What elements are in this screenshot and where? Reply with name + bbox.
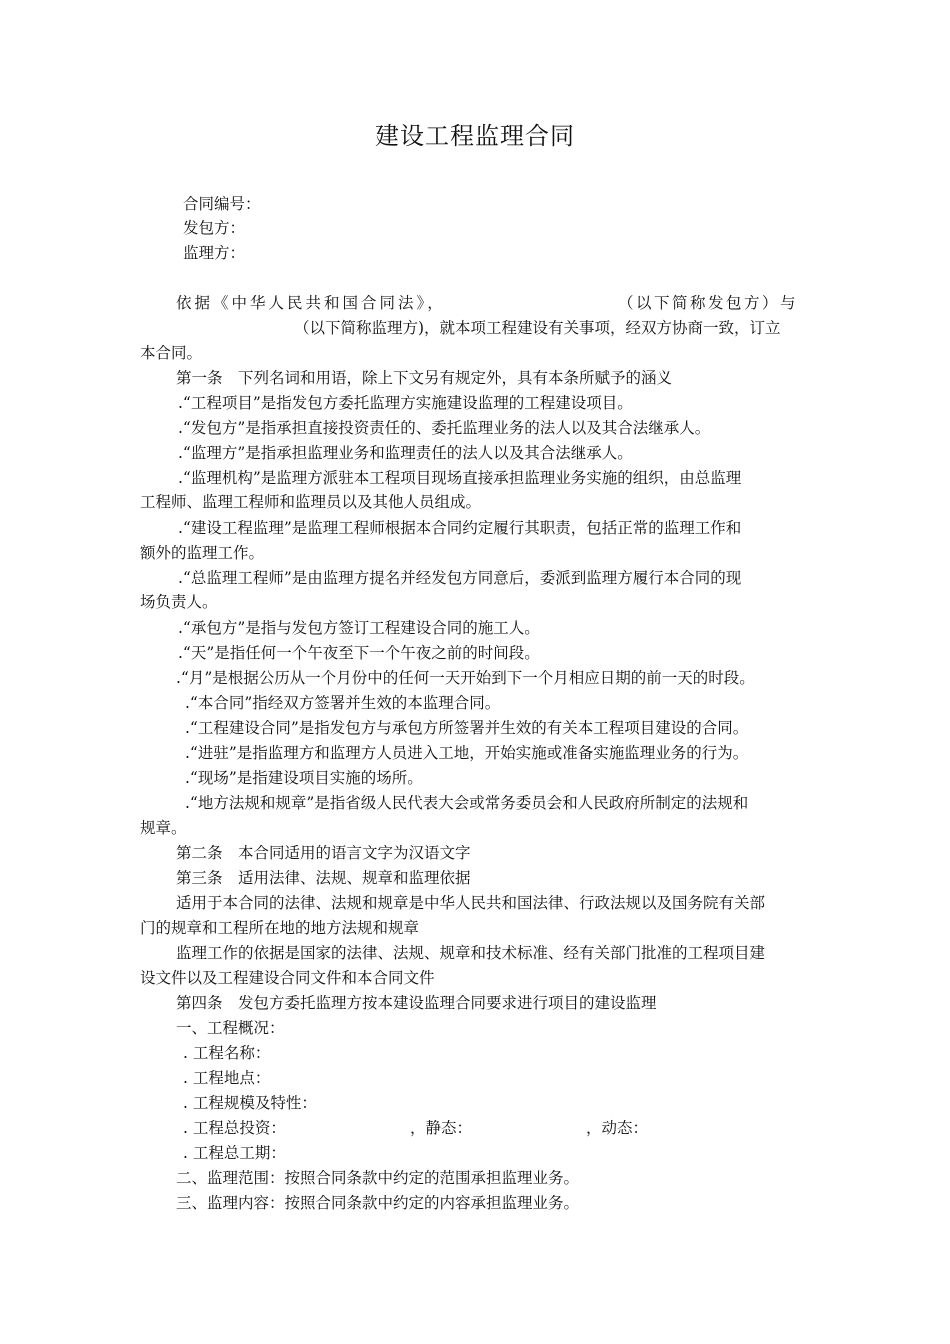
definition-supervision-agency-cont: 工程师、监理工程师和监理员以及其他人员组成。 bbox=[140, 493, 482, 511]
definition-month: .“月”是根据公历从一个月份中的任何一天开始到下一个月相应日期的前一天的时段。 bbox=[176, 669, 755, 687]
definition-local-regulations: .“地方法规和规章”是指省级人民代表大会或常务委员会和人民政府所制定的法规和 bbox=[185, 794, 749, 812]
definition-this-contract: .“本合同”指经双方签署并生效的本监理合同。 bbox=[185, 694, 501, 712]
intro-line3: 本合同。 bbox=[140, 344, 203, 362]
definition-employer: .“发包方”是指承担直接投资责任的、委托监理业务的法人以及其合法继承人。 bbox=[178, 419, 711, 437]
definition-supervisor: .“监理方”是指承担监理业务和监理责任的法人以及其合法继承人。 bbox=[178, 444, 633, 462]
total-duration-label: . 工程总工期： bbox=[183, 1144, 286, 1162]
definition-supervision-agency: .“监理机构”是监理方派驻本工程项目现场直接承担监理业务实施的组织，由总监理 bbox=[178, 469, 742, 487]
intro-line1-a: 依据《中华人民共和国合同法》， bbox=[176, 294, 446, 312]
definition-entry: .“进驻”是指监理方和监理方人员进入工地，开始实施或准备实施监理业务的行为。 bbox=[185, 744, 749, 762]
article1-heading: 第一条 下列名词和用语，除上下文另有规定外，具有本条所赋予的涵义 bbox=[176, 369, 673, 387]
static-investment-label: ，静态： bbox=[410, 1119, 473, 1137]
definition-local-regulations-cont: 规章。 bbox=[140, 819, 187, 837]
intro-line1-b: （以下简称发包方）与 bbox=[618, 294, 799, 312]
supervisor-label: 监理方： bbox=[183, 244, 246, 262]
project-scale-label: . 工程规模及特性： bbox=[183, 1094, 317, 1112]
article3-paragraph1-cont: 门的规章和工程所在地的地方法规和规章 bbox=[140, 919, 420, 937]
definition-contractor: .“承包方”是指与发包方签订工程建设合同的施工人。 bbox=[178, 619, 540, 637]
project-name-label: . 工程名称： bbox=[183, 1044, 271, 1062]
supervision-scope: 二、监理范围：按照合同条款中约定的范围承担监理业务。 bbox=[176, 1169, 580, 1187]
article3-paragraph2-cont: 设文件以及工程建设合同文件和本合同文件 bbox=[140, 969, 435, 987]
definition-chief-engineer-cont: 场负责人。 bbox=[140, 593, 218, 611]
definition-construction-supervision: .“建设工程监理”是监理工程师根据本合同约定履行其职责，包括正常的监理工作和 bbox=[178, 519, 742, 537]
intro-line2: （以下简称监理方)，就本项工程建设有关事项，经双方协商一致，订立 bbox=[294, 319, 781, 337]
article3-paragraph1: 适用于本合同的法律、法规和规章是中华人民共和国法律、行政法规以及国务院有关部 bbox=[176, 894, 766, 912]
definition-site: .“现场”是指建设项目实施的场所。 bbox=[185, 769, 423, 787]
employer-label: 发包方： bbox=[183, 219, 246, 237]
article2-text: 第二条 本合同适用的语言文字为汉语文字 bbox=[176, 844, 471, 862]
project-overview-heading: 一、工程概况： bbox=[176, 1019, 285, 1037]
definition-day: .“天”是指任何一个午夜至下一个午夜之前的时间段。 bbox=[178, 644, 540, 662]
dynamic-investment-label: ，动态： bbox=[586, 1119, 649, 1137]
article3-heading: 第三条 适用法律、法规、规章和监理依据 bbox=[176, 869, 471, 887]
contract-number-label: 合同编号： bbox=[183, 195, 261, 213]
definition-project: .“工程项目”是指发包方委托监理方实施建设监理的工程建设项目。 bbox=[178, 394, 633, 412]
supervision-content: 三、监理内容：按照合同条款中约定的内容承担监理业务。 bbox=[176, 1194, 580, 1212]
article3-paragraph2: 监理工作的依据是国家的法律、法规、规章和技术标准、经有关部门批准的工程项目建 bbox=[176, 944, 766, 962]
definition-chief-engineer: .“总监理工程师”是由监理方提名并经发包方同意后，委派到监理方履行本合同的现 bbox=[178, 569, 742, 587]
article4-heading: 第四条 发包方委托监理方按本建设监理合同要求进行项目的建设监理 bbox=[176, 994, 657, 1012]
total-investment-label: . 工程总投资： bbox=[183, 1119, 286, 1137]
definition-construction-contract: .“工程建设合同”是指发包方与承包方所签署并生效的有关本工程项目建设的合同。 bbox=[185, 719, 749, 737]
project-location-label: . 工程地点： bbox=[183, 1069, 271, 1087]
definition-construction-supervision-cont: 额外的监理工作。 bbox=[140, 544, 265, 562]
document-title: 建设工程监理合同 bbox=[375, 122, 575, 150]
